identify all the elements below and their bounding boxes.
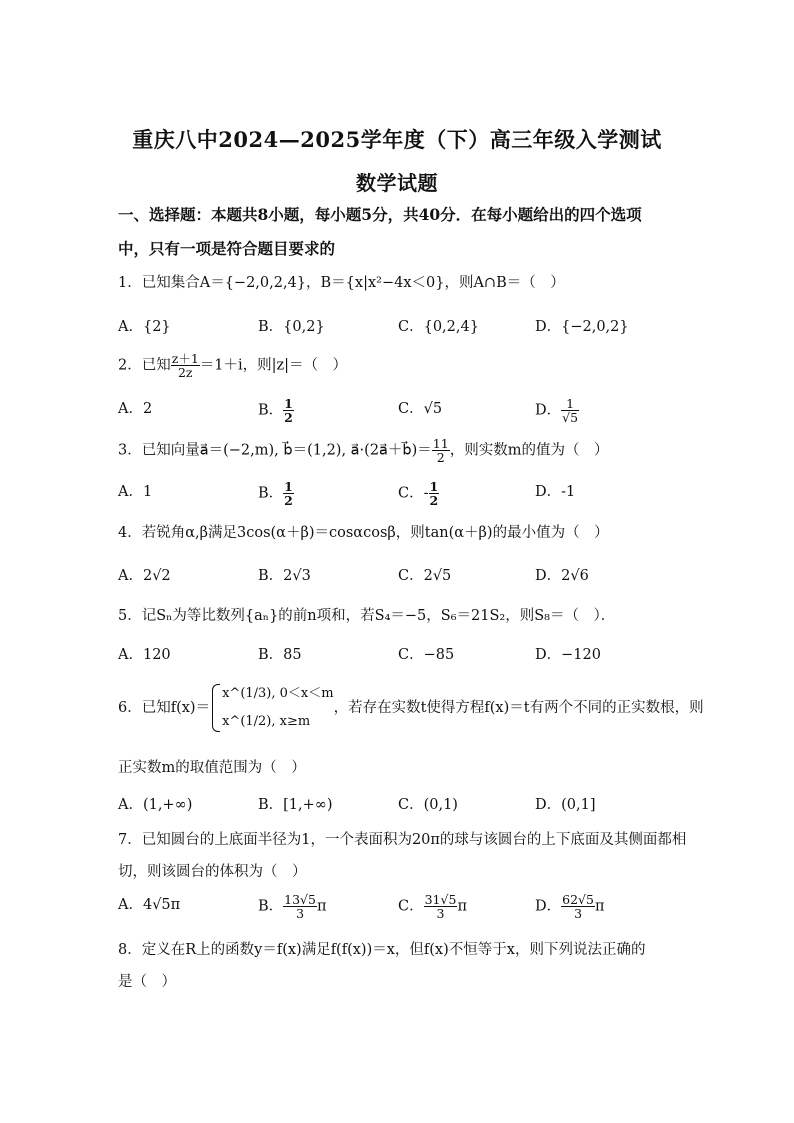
q2-fraction (171, 352, 200, 379)
q3-frac-den: 2 (436, 450, 445, 466)
q2-option-b-frac (283, 397, 294, 424)
q2-option-d (535, 397, 579, 424)
q3-stem-pre: 3．已知向量a⃗＝(−2,m), b⃗＝(1,2), a⃗·(2a⃗＋b⃗)＝ (118, 442, 432, 459)
q2-option-d-den: √5 (562, 410, 579, 426)
q7-option-d-pi: π (594, 898, 605, 915)
question-6-options (118, 793, 718, 819)
q7-option-c (398, 893, 467, 920)
question-6-line-2: 正实数m的取值范围为（ ） (118, 760, 306, 776)
q7-option-b-den: 3 (296, 906, 305, 922)
q7-option-d (535, 893, 605, 920)
q3-option-c-den: 2 (429, 493, 439, 509)
q6-piecewise (210, 680, 333, 736)
q5-option-d: D．−120 (535, 647, 601, 663)
q2-option-d-num: 1 (561, 397, 579, 411)
q2-frac-num: z＋1 (171, 351, 199, 366)
q7-option-c-frac (424, 893, 458, 920)
q3-frac-num: 11 (432, 436, 449, 451)
q3-option-c (398, 480, 439, 507)
q1-option-b: B．{0,2} (258, 319, 325, 335)
q2-option-b-den: 2 (284, 410, 293, 426)
q5-option-b: B．85 (258, 647, 302, 663)
q2-option-c: C．√5 (398, 401, 443, 417)
question-5-options (118, 643, 718, 669)
q1-option-a: A．{2} (118, 319, 171, 335)
q4-option-b: B．2√3 (258, 568, 311, 584)
q7-option-b-pi: π (316, 898, 327, 915)
q3-fraction (432, 437, 450, 464)
q3-option-a: A．1 (118, 484, 153, 500)
q6-case-2: x^(1/2), x≥m (222, 714, 311, 729)
q3-option-c-label: C．- (398, 485, 429, 502)
question-3-options (118, 479, 718, 509)
exam-title: 重庆八中2024—2025学年度（下）高三年级入学测试 (132, 127, 662, 152)
q7-option-d-frac (561, 893, 595, 920)
q1-option-c: C．{0,2,4} (398, 319, 479, 335)
q3-option-b (258, 480, 294, 507)
question-5: 5．记Sₙ为等比数列{aₙ}的前n项和，若S₄＝−5，S₆＝21S₂，则S₈＝（ ）． (118, 608, 616, 624)
q7-option-d-label: D． (535, 898, 562, 915)
q6-option-b: B．[1,+∞) (258, 797, 333, 813)
q3-option-b-num: 1 (284, 479, 293, 494)
q3-option-b-frac (283, 480, 294, 507)
q7-option-b-label: B． (258, 898, 284, 915)
q7-option-c-label: C． (398, 898, 424, 915)
question-3 (118, 437, 693, 464)
q2-option-b-label: B． (258, 402, 284, 419)
question-4: 4．若锐角α,β满足3cos(α＋β)＝cosαcosβ，则tan(α＋β)的最小值为（ ） (118, 525, 609, 541)
question-7 (118, 824, 693, 888)
question-1-options (118, 315, 718, 341)
q2-stem-post: ＝1＋i，则|z|＝（ ） (199, 357, 348, 374)
q7-option-c-pi: π (457, 898, 467, 915)
q4-option-a: A．2√2 (118, 568, 171, 584)
q2-option-a: A．2 (118, 401, 153, 417)
exam-subtitle: 数学试题 (356, 171, 438, 195)
q4-option-d: D．2√6 (535, 568, 589, 584)
q8-line-1: 8．定义在R上的函数y＝f(x)满足f(f(x))＝x，但f(x)不恒等于x，则下列说法正确的 (118, 942, 646, 958)
q3-option-d: D．-1 (535, 484, 576, 500)
q6-option-d: D．(0,1] (535, 797, 596, 813)
q1-option-d: D．{−2,0,2} (535, 319, 629, 335)
question-1: 1．已知集合A＝{−2,0,2,4}，B＝{x|x²−4x＜0}，则A∩B＝（ ） (118, 275, 565, 291)
q6-stem-pre: 6．已知f(x)＝ (118, 700, 211, 716)
q7-option-b-frac (283, 893, 317, 920)
q7-option-b (258, 893, 327, 920)
q2-frac-den: 2z (177, 365, 193, 381)
q3-stem-post: ，则实数m的值为（ ） (449, 442, 609, 459)
q2-option-b-num: 1 (284, 396, 293, 411)
q2-option-b (258, 397, 294, 424)
q6-case-1: x^(1/3), 0＜x＜m (222, 686, 334, 701)
q2-option-d-label: D． (535, 402, 562, 419)
question-2 (118, 352, 693, 379)
q5-option-c: C．−85 (398, 647, 455, 663)
q3-option-b-den: 2 (284, 493, 293, 509)
q6-stem-post: ，若存在实数t使得方程f(x)＝t有两个不同的正实数根，则 (333, 700, 704, 716)
q3-option-c-frac (429, 480, 440, 507)
question-4-options (118, 564, 718, 590)
question-8 (118, 934, 693, 998)
question-7-options (118, 892, 718, 922)
q7-option-c-num: 31√5 (424, 892, 457, 907)
q7-option-d-num: 62√5 (562, 892, 594, 907)
q6-option-a: A．(1,+∞) (118, 797, 193, 813)
q5-option-a: A．120 (118, 647, 171, 663)
q7-line-2: 切，则该圆台的体积为（ ） (118, 864, 307, 880)
q6-option-c: C．(0,1) (398, 797, 458, 813)
q4-option-c: C．2√5 (398, 568, 452, 584)
section-heading (118, 198, 688, 266)
question-2-options (118, 396, 718, 426)
section-heading-line-2: 中，只有一项是符合题目要求的 (118, 239, 336, 258)
q3-option-c-num: 1 (429, 479, 439, 494)
section-heading-line-1: 一、选择题：本题共8小题，每小题5分，共40分．在每小题给出的四个选项 (118, 205, 642, 224)
q2-option-d-frac (561, 397, 579, 424)
question-6 (118, 680, 704, 736)
q3-option-b-label: B． (258, 485, 284, 502)
q7-option-d-den: 3 (574, 906, 583, 922)
q7-option-b-num: 13√5 (284, 892, 316, 907)
q8-line-2: 是（ ） (118, 974, 176, 990)
q2-stem-pre: 2．已知 (118, 357, 171, 374)
q7-option-a: A．4√5π (118, 897, 181, 913)
q7-line-1: 7．已知圆台的上底面半径为1，一个表面积为20π的球与该圆台的上下底面及其侧面都相 (118, 832, 687, 848)
q7-option-c-den: 3 (436, 906, 445, 922)
